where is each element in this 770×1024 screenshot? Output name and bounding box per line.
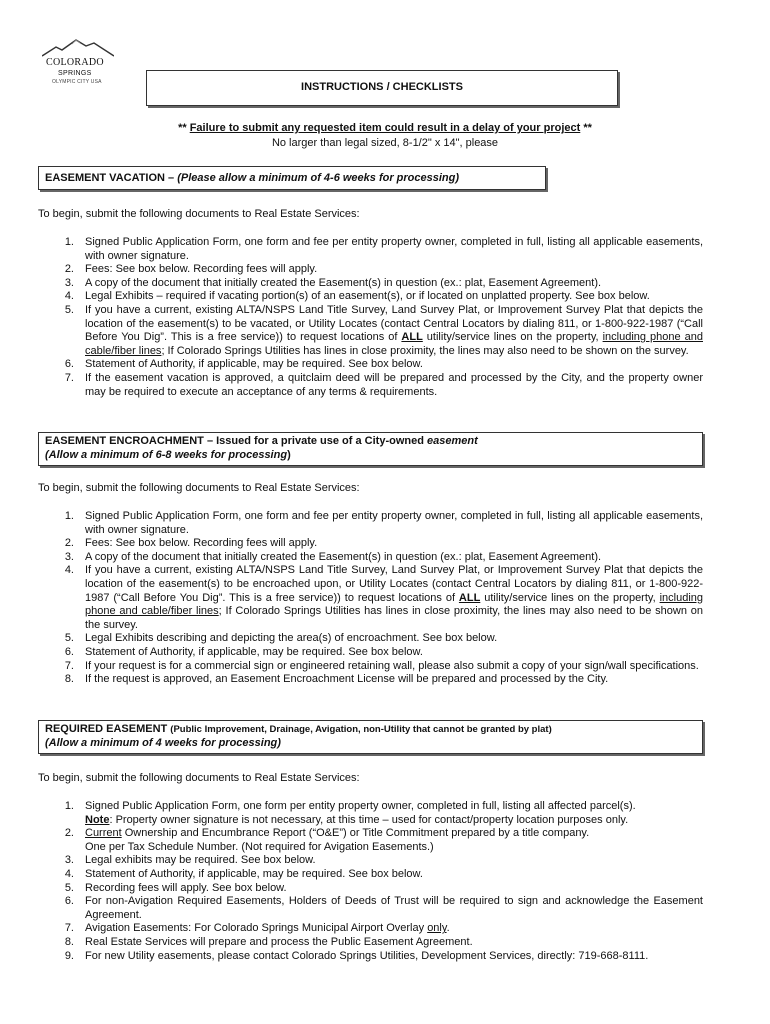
required-title-small: (Public Improvement, Drainage, Avigation, non-Utility that cannot be granted by plat) — [170, 724, 552, 735]
list-item: 6. Statement of Authority, if applicable, may be required. See box below. — [64, 358, 423, 371]
list-item: 1. Signed Public Application Form, one form and fee per entity property owner, completed in full, listing all applicable easements, with owner signature. — [64, 510, 703, 536]
encroachment-title: EASEMENT ENCROACHMENT – Issued for a private use of a City-owned — [45, 435, 428, 447]
required-list — [38, 800, 703, 963]
list-item: 8. If the request is approved, an Easement Encroachment License will be prepared and processed by the City. — [64, 673, 609, 686]
list-item: 7. If your request is for a commercial sign or engineered retaining wall, please also submit a copy of your sign/wall specifications. — [64, 659, 699, 672]
list-item: 7. If the easement vacation is approved, a quitclaim deed will be prepared and processed by the City, and the property owner may be required to execute an acceptance of any terms & requirements. — [64, 371, 703, 398]
section-header-encroachment: EASEMENT ENCROACHMENT – Issued for a private use of a City-owned easement (Allow a minimum of 6-8 weeks for processing) — [38, 432, 703, 466]
required-subtitle: (Allow a minimum of 4 weeks for processing) — [45, 736, 281, 749]
list-item: 2. Fees: See box below. Recording fees will apply. — [64, 263, 318, 276]
page-title: INSTRUCTIONS / CHECKLISTS — [146, 70, 618, 106]
encroachment-list — [38, 510, 703, 687]
list-item: 5. Recording fees will apply. See box below. — [64, 881, 287, 894]
section-header-required — [38, 720, 703, 754]
required-title: REQUIRED EASEMENT — [45, 723, 171, 735]
encroachment-title-italic: easement — [427, 435, 478, 447]
encroachment-subtitle: (Allow a minimum of 6-8 weeks for processing — [45, 448, 288, 461]
list-item: 5. If you have a current, existing ALTA/NSPS Land Title Survey, Land Survey Plat, or Improvement Survey Plat that depicts the location of the easement(s) to be vacated, or Utility Locates (contact Central Locators by dialing 811, or 1-800-922-1987 (“Call Before You Dig”. This is a free service)) to request locations of ALL utility/service lines on the property, including phone and cable/fiber lines; If Colorado Springs Utilities has lines in close proximity, the lines may also need to be shown on the survey. — [64, 303, 703, 357]
logo-line1: COLORADO — [46, 57, 104, 68]
section-header-vacation — [38, 166, 546, 190]
list-item: 6. Statement of Authority, if applicable, may be required. See box below. — [64, 645, 423, 658]
list-item: 2. Current Ownership and Encumbrance Report (“O&E”) or Title Commitment prepared by a title company. One per Tax Schedule Number. (Not required for Avigation Easements.) — [64, 827, 590, 853]
list-item: 3. Legal exhibits may be required. See box below. — [64, 854, 316, 867]
list-item: 8. Real Estate Services will prepare and process the Public Easement Agreement. — [64, 935, 473, 948]
encroachment-intro: To begin, submit the following documents to Real Estate Services: — [38, 482, 360, 494]
vacation-subtitle: (Please allow a minimum of 4-6 weeks for processing) — [177, 172, 460, 184]
required-intro: To begin, submit the following documents to Real Estate Services: — [38, 772, 360, 784]
city-logo — [36, 38, 122, 88]
list-item: 4. Legal Exhibits – required if vacating portion(s) of an easement(s), or if located on unplatted property. See box below. — [64, 290, 650, 303]
warning-stars-left: ** — [178, 122, 187, 134]
list-item: 2. Fees: See box below. Recording fees will apply. — [64, 537, 318, 550]
list-item: 6. For non-Avigation Required Easements, Holders of Deeds of Trust will be required to sign and acknowledge the Easement Agreement. — [64, 895, 703, 921]
warning-line — [0, 122, 770, 136]
list-item: 1. Signed Public Application Form, one form per entity property owner, completed in full, listing all affected parcel(s). Note: Property owner signature is not necessary, at this time – used for contact/property location purposes only. — [64, 800, 636, 826]
warning-text: Failure to submit any requested item could result in a delay of your project — [189, 122, 581, 134]
list-item: 3. A copy of the document that initially created the Easement(s) in question (ex.: plat, Easement Agreement). — [64, 550, 602, 563]
logo-line3: OLYMPIC CITY USA — [52, 79, 102, 85]
mountain-logo-icon — [42, 38, 114, 58]
list-item: 7. Avigation Easements: For Colorado Springs Municipal Airport Overlay only. — [64, 922, 450, 935]
list-item: 1. Signed Public Application Form, one form and fee per entity property owner, completed in full, listing all applicable easements, with owner signature. — [64, 236, 703, 262]
list-item: 3. A copy of the document that initially created the Easement(s) in question (ex.: plat, Easement Agreement). — [64, 276, 602, 289]
logo-line2: SPRINGS — [58, 70, 92, 77]
vacation-title: EASEMENT VACATION – — [45, 172, 178, 184]
list-item: 5. Legal Exhibits describing and depicting the area(s) of encroachment. See box below. — [64, 632, 498, 645]
list-item: 4. Statement of Authority, if applicable, may be required. See box below. — [64, 867, 423, 880]
warning-stars-right: ** — [583, 122, 592, 134]
vacation-list — [38, 236, 703, 399]
list-item: 4. If you have a current, existing ALTA/NSPS Land Title Survey, Land Survey Plat, or Improvement Survey Plat that depicts the location of the easement(s) to be encroached upon, or Utility Locates (contact Central Locators by dialing 811, or 1-800-922-1987 (“Call Before You Dig”. This is a free service)) to request locations of ALL utility/service lines on the property, including phone and cable/fiber lines; If Colorado Springs Utilities has lines in close proximity, the lines may also need to be shown on the survey. — [64, 564, 703, 631]
list-item: 9. For new Utility easements, please contact Colorado Springs Utilities, Development Services, directly: 719-668-8111. — [64, 949, 649, 962]
size-note: No larger than legal sized, 8-1/2" x 14", please — [271, 137, 499, 149]
vacation-intro: To begin, submit the following documents to Real Estate Services: — [38, 208, 360, 220]
